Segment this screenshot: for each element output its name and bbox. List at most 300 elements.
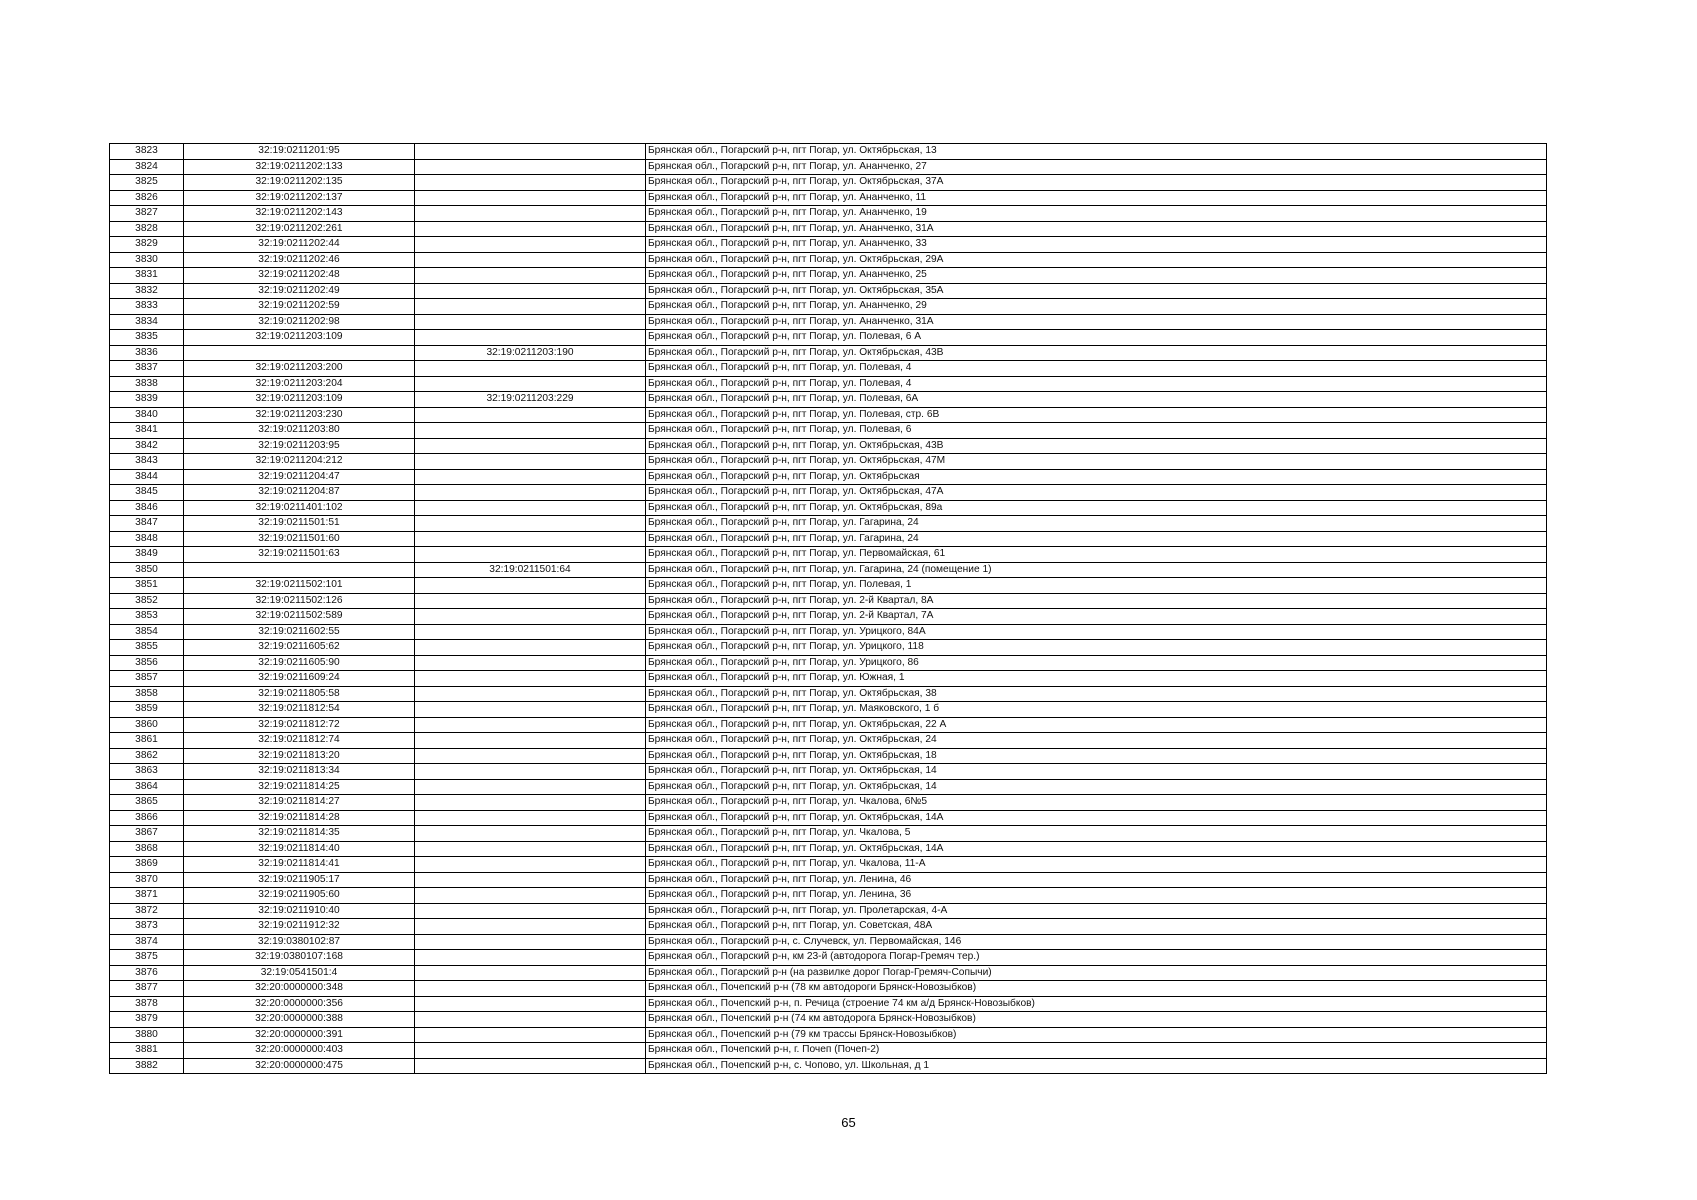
- address-cell: Брянская обл., Погарский р-н, пгт Погар, ул. Октябрьская, 29А: [646, 252, 1547, 268]
- address-cell: Брянская обл., Погарский р-н, пгт Погар, ул. Октябрьская, 13: [646, 144, 1547, 160]
- cadastral-number-cell: 32:19:0211814:28: [184, 810, 415, 826]
- cadastral-number-cell: 32:19:0211905:17: [184, 872, 415, 888]
- table-row: [110, 965, 1547, 981]
- row-number-cell: 3826: [110, 190, 184, 206]
- row-number-cell: 3851: [110, 578, 184, 594]
- cadastral-number-cell: 32:19:0211813:20: [184, 748, 415, 764]
- table-row: [110, 175, 1547, 191]
- linked-cadastral-number-cell: [415, 547, 646, 563]
- linked-cadastral-number-cell: [415, 361, 646, 377]
- cadastral-number-cell: 32:19:0211202:59: [184, 299, 415, 315]
- row-number-cell: 3873: [110, 919, 184, 935]
- address-cell: Брянская обл., Погарский р-н, пгт Погар, ул. Полевая, 4: [646, 376, 1547, 392]
- address-cell: Брянская обл., Погарский р-н, пгт Погар, ул. Полевая, 6 А: [646, 330, 1547, 346]
- row-number-cell: 3852: [110, 593, 184, 609]
- cadastral-number-cell: 32:19:0211814:27: [184, 795, 415, 811]
- table-row: [110, 733, 1547, 749]
- address-cell: Брянская обл., Погарский р-н, пгт Погар, ул. Чкалова, 6№5: [646, 795, 1547, 811]
- address-cell: Брянская обл., Погарский р-н, пгт Погар, ул. Маяковского, 1 б: [646, 702, 1547, 718]
- address-cell: Брянская обл., Погарский р-н, пгт Погар, ул. Октябрьская: [646, 469, 1547, 485]
- row-number-cell: 3849: [110, 547, 184, 563]
- table-row: [110, 764, 1547, 780]
- linked-cadastral-number-cell: [415, 671, 646, 687]
- cadastral-number-cell: 32:19:0211202:261: [184, 221, 415, 237]
- linked-cadastral-number-cell: [415, 919, 646, 935]
- cadastral-number-cell: 32:19:0211204:47: [184, 469, 415, 485]
- address-cell: Брянская обл., Погарский р-н, пгт Погар, ул. Ананченко, 31А: [646, 314, 1547, 330]
- address-cell: Брянская обл., Почепский р-н (79 км трассы Брянск-Новозыбков): [646, 1027, 1547, 1043]
- address-cell: Брянская обл., Погарский р-н, пгт Погар, ул. Октябрьская, 47М: [646, 454, 1547, 470]
- linked-cadastral-number-cell: [415, 578, 646, 594]
- address-cell: Брянская обл., Погарский р-н, пгт Погар, ул. Урицкого, 86: [646, 655, 1547, 671]
- linked-cadastral-number-cell: [415, 376, 646, 392]
- linked-cadastral-number-cell: [415, 531, 646, 547]
- table-row: [110, 1012, 1547, 1028]
- address-cell: Брянская обл., Погарский р-н, пгт Погар, ул. Урицкого, 118: [646, 640, 1547, 656]
- cadastral-number-cell: 32:19:0211202:98: [184, 314, 415, 330]
- address-cell: Брянская обл., Погарский р-н, пгт Погар, ул. Октябрьская, 43В: [646, 438, 1547, 454]
- table-row: [110, 268, 1547, 284]
- linked-cadastral-number-cell: [415, 469, 646, 485]
- row-number-cell: 3840: [110, 407, 184, 423]
- linked-cadastral-number-cell: [415, 996, 646, 1012]
- row-number-cell: 3837: [110, 361, 184, 377]
- address-cell: Брянская обл., Погарский р-н, пгт Погар, ул. Октябрьская, 14: [646, 764, 1547, 780]
- table-row: [110, 655, 1547, 671]
- page-number: 65: [841, 1115, 856, 1130]
- cadastral-number-cell: 32:19:0211905:60: [184, 888, 415, 904]
- linked-cadastral-number-cell: [415, 206, 646, 222]
- table-row: [110, 950, 1547, 966]
- cadastral-number-cell: 32:19:0211202:143: [184, 206, 415, 222]
- table-row: [110, 996, 1547, 1012]
- table-row: [110, 547, 1547, 563]
- address-cell: Брянская обл., Погарский р-н, пгт Погар, ул. Полевая, стр. 6В: [646, 407, 1547, 423]
- cadastral-number-cell: 32:19:0211910:40: [184, 903, 415, 919]
- address-cell: Брянская обл., Погарский р-н, пгт Погар, ул. 2-й Квартал, 8А: [646, 593, 1547, 609]
- linked-cadastral-number-cell: [415, 702, 646, 718]
- cadastral-number-cell: 32:19:0211501:51: [184, 516, 415, 532]
- cadastral-number-cell: 32:19:0211201:95: [184, 144, 415, 160]
- cadastral-number-cell: 32:19:0211203:230: [184, 407, 415, 423]
- row-number-cell: 3881: [110, 1043, 184, 1059]
- row-number-cell: 3843: [110, 454, 184, 470]
- row-number-cell: 3874: [110, 934, 184, 950]
- address-cell: Брянская обл., Погарский р-н, пгт Погар, ул. Ананченко, 11: [646, 190, 1547, 206]
- linked-cadastral-number-cell: [415, 826, 646, 842]
- table-row: [110, 593, 1547, 609]
- address-cell: Брянская обл., Погарский р-н, пгт Погар, ул. Полевая, 1: [646, 578, 1547, 594]
- cadastral-number-cell: 32:19:0211203:204: [184, 376, 415, 392]
- row-number-cell: 3855: [110, 640, 184, 656]
- cadastral-number-cell: 32:20:0000000:403: [184, 1043, 415, 1059]
- row-number-cell: 3865: [110, 795, 184, 811]
- row-number-cell: 3853: [110, 609, 184, 625]
- row-number-cell: 3870: [110, 872, 184, 888]
- address-cell: Брянская обл., Погарский р-н, пгт Погар, ул. Октябрьская, 47А: [646, 485, 1547, 501]
- address-cell: Брянская обл., Погарский р-н, пгт Погар, ул. Южная, 1: [646, 671, 1547, 687]
- table-row: [110, 314, 1547, 330]
- row-number-cell: 3871: [110, 888, 184, 904]
- row-number-cell: 3878: [110, 996, 184, 1012]
- linked-cadastral-number-cell: [415, 144, 646, 160]
- cadastral-number-cell: 32:19:0211202:135: [184, 175, 415, 191]
- cadastral-number-cell: 32:19:0211204:212: [184, 454, 415, 470]
- row-number-cell: 3831: [110, 268, 184, 284]
- linked-cadastral-number-cell: [415, 252, 646, 268]
- address-cell: Брянская обл., Погарский р-н, пгт Погар, ул. Ананченко, 33: [646, 237, 1547, 253]
- address-cell: Брянская обл., Погарский р-н, пгт Погар, ул. Октябрьская, 14А: [646, 841, 1547, 857]
- table-row: [110, 578, 1547, 594]
- row-number-cell: 3827: [110, 206, 184, 222]
- row-number-cell: 3830: [110, 252, 184, 268]
- cadastral-number-cell: 32:19:0541501:4: [184, 965, 415, 981]
- linked-cadastral-number-cell: [415, 237, 646, 253]
- cadastral-number-cell: 32:19:0380102:87: [184, 934, 415, 950]
- linked-cadastral-number-cell: [415, 624, 646, 640]
- cadastral-number-cell: 32:19:0211202:137: [184, 190, 415, 206]
- cadastral-number-cell: 32:19:0211501:63: [184, 547, 415, 563]
- table-row: [110, 500, 1547, 516]
- cadastral-number-cell: 32:19:0211814:40: [184, 841, 415, 857]
- cadastral-number-cell: 32:19:0211814:25: [184, 779, 415, 795]
- linked-cadastral-number-cell: [415, 299, 646, 315]
- row-number-cell: 3880: [110, 1027, 184, 1043]
- address-cell: Брянская обл., Погарский р-н, пгт Погар, ул. Гагарина, 24 (помещение 1): [646, 562, 1547, 578]
- linked-cadastral-number-cell: [415, 314, 646, 330]
- linked-cadastral-number-cell: [415, 779, 646, 795]
- linked-cadastral-number-cell: [415, 283, 646, 299]
- row-number-cell: 3842: [110, 438, 184, 454]
- linked-cadastral-number-cell: [415, 1058, 646, 1074]
- row-number-cell: 3882: [110, 1058, 184, 1074]
- row-number-cell: 3867: [110, 826, 184, 842]
- table-row: [110, 407, 1547, 423]
- table-row: [110, 872, 1547, 888]
- cadastral-number-cell: 32:20:0000000:348: [184, 981, 415, 997]
- table-row: [110, 857, 1547, 873]
- row-number-cell: 3832: [110, 283, 184, 299]
- cadastral-number-cell: 32:19:0211202:48: [184, 268, 415, 284]
- row-number-cell: 3857: [110, 671, 184, 687]
- table-row: [110, 903, 1547, 919]
- address-cell: Брянская обл., Погарский р-н, пгт Погар, ул. 2-й Квартал, 7А: [646, 609, 1547, 625]
- table-row: [110, 438, 1547, 454]
- table-row: [110, 469, 1547, 485]
- row-number-cell: 3856: [110, 655, 184, 671]
- table-row: [110, 1027, 1547, 1043]
- row-number-cell: 3847: [110, 516, 184, 532]
- cadastral-number-cell: 32:19:0211502:589: [184, 609, 415, 625]
- cadastral-number-cell: 32:19:0211812:54: [184, 702, 415, 718]
- row-number-cell: 3844: [110, 469, 184, 485]
- cadastral-number-cell: 32:19:0380107:168: [184, 950, 415, 966]
- row-number-cell: 3846: [110, 500, 184, 516]
- cadastral-number-cell: 32:19:0211202:133: [184, 159, 415, 175]
- table-row: [110, 934, 1547, 950]
- row-number-cell: 3854: [110, 624, 184, 640]
- row-number-cell: 3829: [110, 237, 184, 253]
- row-number-cell: 3859: [110, 702, 184, 718]
- linked-cadastral-number-cell: [415, 330, 646, 346]
- table-row: [110, 810, 1547, 826]
- cadastral-number-cell: 32:19:0211609:24: [184, 671, 415, 687]
- address-cell: Брянская обл., Почепский р-н (78 км автодороги Брянск-Новозыбков): [646, 981, 1547, 997]
- address-cell: Брянская обл., Почепский р-н (74 км автодорога Брянск-Новозыбков): [646, 1012, 1547, 1028]
- linked-cadastral-number-cell: [415, 733, 646, 749]
- cadastral-number-cell: 32:19:0211202:49: [184, 283, 415, 299]
- table-row: [110, 841, 1547, 857]
- cadastral-number-cell: 32:19:0211203:200: [184, 361, 415, 377]
- address-cell: Брянская обл., Погарский р-н, пгт Погар, ул. Полевая, 6: [646, 423, 1547, 439]
- address-cell: Брянская обл., Погарский р-н, пгт Погар, ул. Октябрьская, 43В: [646, 345, 1547, 361]
- linked-cadastral-number-cell: [415, 500, 646, 516]
- cadastral-number-cell: 32:20:0000000:388: [184, 1012, 415, 1028]
- table-row: [110, 609, 1547, 625]
- linked-cadastral-number-cell: [415, 1012, 646, 1028]
- address-cell: Брянская обл., Почепский р-н, п. Речица (строение 74 км а/д Брянск-Новозыбков): [646, 996, 1547, 1012]
- linked-cadastral-number-cell: [415, 981, 646, 997]
- cadastral-number-cell: 32:19:0211202:44: [184, 237, 415, 253]
- linked-cadastral-number-cell: [415, 593, 646, 609]
- address-cell: Брянская обл., Погарский р-н, пгт Погар, ул. Ананченко, 31А: [646, 221, 1547, 237]
- row-number-cell: 3868: [110, 841, 184, 857]
- cadastral-number-cell: 32:20:0000000:391: [184, 1027, 415, 1043]
- table-row: [110, 531, 1547, 547]
- linked-cadastral-number-cell: [415, 423, 646, 439]
- table-row: [110, 686, 1547, 702]
- cadastral-number-cell: 32:19:0211812:74: [184, 733, 415, 749]
- row-number-cell: 3825: [110, 175, 184, 191]
- linked-cadastral-number-cell: [415, 810, 646, 826]
- address-cell: Брянская обл., Погарский р-н, пгт Погар, ул. Чкалова, 11-А: [646, 857, 1547, 873]
- address-cell: Брянская обл., Погарский р-н, пгт Погар, ул. Ананченко, 19: [646, 206, 1547, 222]
- row-number-cell: 3875: [110, 950, 184, 966]
- cadastral-number-cell: 32:19:0211814:35: [184, 826, 415, 842]
- cadastral-number-cell: [184, 345, 415, 361]
- cadastral-number-cell: 32:19:0211204:87: [184, 485, 415, 501]
- row-number-cell: 3850: [110, 562, 184, 578]
- row-number-cell: 3858: [110, 686, 184, 702]
- table-row: [110, 1058, 1547, 1074]
- cadastral-number-cell: 32:19:0211203:109: [184, 330, 415, 346]
- cadastral-number-cell: 32:19:0211203:80: [184, 423, 415, 439]
- row-number-cell: 3876: [110, 965, 184, 981]
- linked-cadastral-number-cell: [415, 872, 646, 888]
- cadastral-number-cell: 32:19:0211605:90: [184, 655, 415, 671]
- row-number-cell: 3823: [110, 144, 184, 160]
- address-cell: Брянская обл., Почепский р-н, с. Чопово, ул. Школьная, д 1: [646, 1058, 1547, 1074]
- address-cell: Брянская обл., Погарский р-н, пгт Погар, ул. Октябрьская, 14: [646, 779, 1547, 795]
- row-number-cell: 3861: [110, 733, 184, 749]
- linked-cadastral-number-cell: [415, 748, 646, 764]
- address-cell: Брянская обл., Погарский р-н, пгт Погар, ул. Ленина, 36: [646, 888, 1547, 904]
- linked-cadastral-number-cell: [415, 159, 646, 175]
- row-number-cell: 3860: [110, 717, 184, 733]
- linked-cadastral-number-cell: [415, 965, 646, 981]
- address-cell: Брянская обл., Погарский р-н, пгт Погар, ул. Урицкого, 84А: [646, 624, 1547, 640]
- address-cell: Брянская обл., Погарский р-н, пгт Погар, ул. Ананченко, 27: [646, 159, 1547, 175]
- row-number-cell: 3838: [110, 376, 184, 392]
- linked-cadastral-number-cell: [415, 950, 646, 966]
- cadastral-number-cell: 32:19:0211812:72: [184, 717, 415, 733]
- linked-cadastral-number-cell: [415, 888, 646, 904]
- table-row: [110, 159, 1547, 175]
- linked-cadastral-number-cell: [415, 857, 646, 873]
- linked-cadastral-number-cell: [415, 221, 646, 237]
- row-number-cell: 3879: [110, 1012, 184, 1028]
- cadastral-number-cell: 32:19:0211203:95: [184, 438, 415, 454]
- row-number-cell: 3836: [110, 345, 184, 361]
- row-number-cell: 3845: [110, 485, 184, 501]
- cadastral-number-cell: 32:19:0211203:109: [184, 392, 415, 408]
- cadastral-number-cell: 32:20:0000000:475: [184, 1058, 415, 1074]
- registry-table: [109, 143, 1547, 1074]
- row-number-cell: 3834: [110, 314, 184, 330]
- linked-cadastral-number-cell: [415, 655, 646, 671]
- address-cell: Брянская обл., Погарский р-н, пгт Погар, ул. Октябрьская, 22 А: [646, 717, 1547, 733]
- linked-cadastral-number-cell: [415, 190, 646, 206]
- address-cell: Брянская обл., Погарский р-н, с. Случевск, ул. Первомайская, 146: [646, 934, 1547, 950]
- linked-cadastral-number-cell: 32:19:0211203:229: [415, 392, 646, 408]
- cadastral-number-cell: 32:19:0211814:41: [184, 857, 415, 873]
- address-cell: Брянская обл., Погарский р-н (на развилке дорог Погар-Гремяч-Сопычи): [646, 965, 1547, 981]
- cadastral-number-cell: 32:19:0211401:102: [184, 500, 415, 516]
- table-row: [110, 144, 1547, 160]
- linked-cadastral-number-cell: 32:19:0211501:64: [415, 562, 646, 578]
- address-cell: Брянская обл., Почепский р-н, г. Почеп (Почеп-2): [646, 1043, 1547, 1059]
- linked-cadastral-number-cell: [415, 407, 646, 423]
- linked-cadastral-number-cell: [415, 717, 646, 733]
- address-cell: Брянская обл., Погарский р-н, пгт Погар, ул. Октябрьская, 89а: [646, 500, 1547, 516]
- table-row: [110, 252, 1547, 268]
- linked-cadastral-number-cell: [415, 175, 646, 191]
- linked-cadastral-number-cell: [415, 640, 646, 656]
- cadastral-number-cell: 32:20:0000000:356: [184, 996, 415, 1012]
- cadastral-number-cell: 32:19:0211813:34: [184, 764, 415, 780]
- table-row: [110, 717, 1547, 733]
- linked-cadastral-number-cell: [415, 438, 646, 454]
- address-cell: Брянская обл., Погарский р-н, пгт Погар, ул. Октябрьская, 38: [646, 686, 1547, 702]
- linked-cadastral-number-cell: [415, 764, 646, 780]
- table-row: [110, 748, 1547, 764]
- address-cell: Брянская обл., Погарский р-н, пгт Погар, ул. Ананченко, 29: [646, 299, 1547, 315]
- address-cell: Брянская обл., Погарский р-н, пгт Погар, ул. Октябрьская, 37А: [646, 175, 1547, 191]
- table-row: [110, 454, 1547, 470]
- table-row: [110, 795, 1547, 811]
- linked-cadastral-number-cell: [415, 609, 646, 625]
- address-cell: Брянская обл., Погарский р-н, пгт Погар, ул. Ленина, 46: [646, 872, 1547, 888]
- table-row: [110, 392, 1547, 408]
- table-row: [110, 485, 1547, 501]
- cadastral-number-cell: 32:19:0211912:32: [184, 919, 415, 935]
- address-cell: Брянская обл., Погарский р-н, пгт Погар, ул. Гагарина, 24: [646, 531, 1547, 547]
- address-cell: Брянская обл., Погарский р-н, пгт Погар, ул. Пролетарская, 4-А: [646, 903, 1547, 919]
- row-number-cell: 3824: [110, 159, 184, 175]
- row-number-cell: 3866: [110, 810, 184, 826]
- row-number-cell: 3835: [110, 330, 184, 346]
- linked-cadastral-number-cell: [415, 903, 646, 919]
- linked-cadastral-number-cell: 32:19:0211203:190: [415, 345, 646, 361]
- table-row: [110, 919, 1547, 935]
- address-cell: Брянская обл., Погарский р-н, км 23-й (автодорога Погар-Гремяч тер.): [646, 950, 1547, 966]
- linked-cadastral-number-cell: [415, 516, 646, 532]
- table-row: [110, 624, 1547, 640]
- table-row: [110, 779, 1547, 795]
- cadastral-number-cell: 32:19:0211502:126: [184, 593, 415, 609]
- table-row: [110, 237, 1547, 253]
- linked-cadastral-number-cell: [415, 485, 646, 501]
- table-row: [110, 376, 1547, 392]
- cadastral-number-cell: 32:19:0211605:62: [184, 640, 415, 656]
- address-cell: Брянская обл., Погарский р-н, пгт Погар, ул. Октябрьская, 18: [646, 748, 1547, 764]
- row-number-cell: 3869: [110, 857, 184, 873]
- address-cell: Брянская обл., Погарский р-н, пгт Погар, ул. Гагарина, 24: [646, 516, 1547, 532]
- row-number-cell: 3872: [110, 903, 184, 919]
- table-row: [110, 981, 1547, 997]
- cadastral-number-cell: 32:19:0211602:55: [184, 624, 415, 640]
- cadastral-number-cell: 32:19:0211502:101: [184, 578, 415, 594]
- row-number-cell: 3877: [110, 981, 184, 997]
- address-cell: Брянская обл., Погарский р-н, пгт Погар, ул. Октябрьская, 24: [646, 733, 1547, 749]
- cadastral-number-cell: 32:19:0211805:58: [184, 686, 415, 702]
- linked-cadastral-number-cell: [415, 686, 646, 702]
- table-row: [110, 283, 1547, 299]
- row-number-cell: 3841: [110, 423, 184, 439]
- linked-cadastral-number-cell: [415, 841, 646, 857]
- table-row: [110, 702, 1547, 718]
- table-row: [110, 888, 1547, 904]
- row-number-cell: 3833: [110, 299, 184, 315]
- table-row: [110, 221, 1547, 237]
- address-cell: Брянская обл., Погарский р-н, пгт Погар, ул. Полевая, 4: [646, 361, 1547, 377]
- address-cell: Брянская обл., Погарский р-н, пгт Погар, ул. Полевая, 6А: [646, 392, 1547, 408]
- row-number-cell: 3848: [110, 531, 184, 547]
- address-cell: Брянская обл., Погарский р-н, пгт Погар, ул. Октябрьская, 35А: [646, 283, 1547, 299]
- cadastral-number-cell: 32:19:0211501:60: [184, 531, 415, 547]
- table-row: [110, 671, 1547, 687]
- table-row: [110, 562, 1547, 578]
- address-cell: Брянская обл., Погарский р-н, пгт Погар, ул. Первомайская, 61: [646, 547, 1547, 563]
- address-cell: Брянская обл., Погарский р-н, пгт Погар, ул. Октябрьская, 14А: [646, 810, 1547, 826]
- table-row: [110, 361, 1547, 377]
- table-row: [110, 516, 1547, 532]
- row-number-cell: 3828: [110, 221, 184, 237]
- cadastral-number-cell: 32:19:0211202:46: [184, 252, 415, 268]
- cadastral-number-cell: [184, 562, 415, 578]
- table-row: [110, 190, 1547, 206]
- table-row: [110, 826, 1547, 842]
- table-row: [110, 423, 1547, 439]
- address-cell: Брянская обл., Погарский р-н, пгт Погар, ул. Ананченко, 25: [646, 268, 1547, 284]
- table-row: [110, 299, 1547, 315]
- table-row: [110, 1043, 1547, 1059]
- linked-cadastral-number-cell: [415, 1027, 646, 1043]
- table-row: [110, 206, 1547, 222]
- registry-table-body: [110, 144, 1547, 1074]
- linked-cadastral-number-cell: [415, 795, 646, 811]
- row-number-cell: 3863: [110, 764, 184, 780]
- linked-cadastral-number-cell: [415, 934, 646, 950]
- linked-cadastral-number-cell: [415, 268, 646, 284]
- row-number-cell: 3862: [110, 748, 184, 764]
- table-row: [110, 330, 1547, 346]
- table-row: [110, 640, 1547, 656]
- address-cell: Брянская обл., Погарский р-н, пгт Погар, ул. Советская, 48А: [646, 919, 1547, 935]
- row-number-cell: 3864: [110, 779, 184, 795]
- table-row: [110, 345, 1547, 361]
- address-cell: Брянская обл., Погарский р-н, пгт Погар, ул. Чкалова, 5: [646, 826, 1547, 842]
